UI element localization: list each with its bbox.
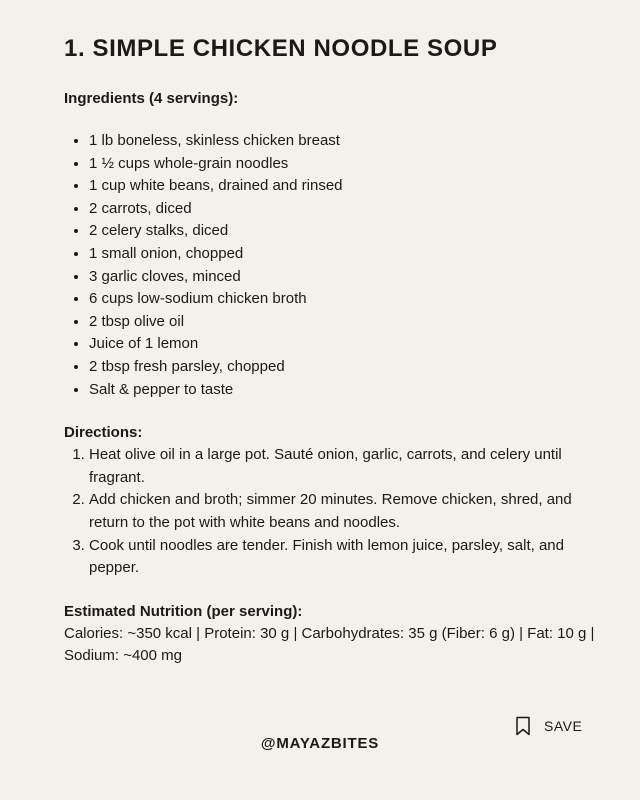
directions-heading: Directions: bbox=[64, 424, 143, 442]
direction-step: 2. Add chicken and broth; simmer 20 minutes. Remove chicken, shred, and return to the pot with white beans and noodles. bbox=[89, 489, 604, 534]
save-button[interactable] bbox=[515, 716, 582, 736]
ingredient-item: • 1 lb boneless, skinless chicken breast bbox=[89, 130, 604, 153]
ingredient-item: • Juice of 1 lemon bbox=[89, 333, 604, 356]
ingredient-item: • 2 carrots, diced bbox=[89, 198, 604, 221]
direction-step: 1. Heat olive oil in a large pot. Sauté onion, garlic, carrots, and celery until fragrant. bbox=[89, 444, 604, 489]
ingredient-item: • 6 cups low-sodium chicken broth bbox=[89, 288, 604, 311]
author-handle: @MAYAZBITES bbox=[260, 735, 380, 752]
save-label: SAVE bbox=[544, 718, 583, 734]
nutrition-text: Calories: ~350 kcal | Protein: 30 g | Carbohydrates: 35 g (Fiber: 6 g) | Fat: 10 g | Sodium: ~400 mg bbox=[64, 624, 595, 665]
ingredient-item: • Salt & pepper to taste bbox=[89, 379, 604, 402]
ingredient-item: • 2 celery stalks, diced bbox=[89, 220, 604, 243]
direction-step: 3. Cook until noodles are tender. Finish with lemon juice, parsley, salt, and pepper. bbox=[89, 535, 604, 580]
recipe-card bbox=[64, 34, 604, 668]
nutrition-heading: Estimated Nutrition (per serving): bbox=[64, 602, 303, 620]
ingredient-item: • 1 ½ cups whole-grain noodles bbox=[89, 153, 604, 176]
recipe-title: 1. SIMPLE CHICKEN NOODLE SOUP bbox=[64, 35, 498, 62]
ingredient-item: • 1 cup white beans, drained and rinsed bbox=[89, 175, 604, 198]
ingredient-item: • 2 tbsp olive oil bbox=[89, 311, 604, 334]
direction-list bbox=[64, 444, 604, 580]
ingredient-list bbox=[64, 130, 604, 401]
bookmark-icon bbox=[515, 716, 531, 736]
ingredients-heading: Ingredients (4 servings): bbox=[64, 90, 239, 107]
ingredient-item: • 3 garlic cloves, minced bbox=[89, 266, 604, 289]
ingredient-item: • 1 small onion, chopped bbox=[89, 243, 604, 266]
ingredient-item: • 2 tbsp fresh parsley, chopped bbox=[89, 356, 604, 379]
